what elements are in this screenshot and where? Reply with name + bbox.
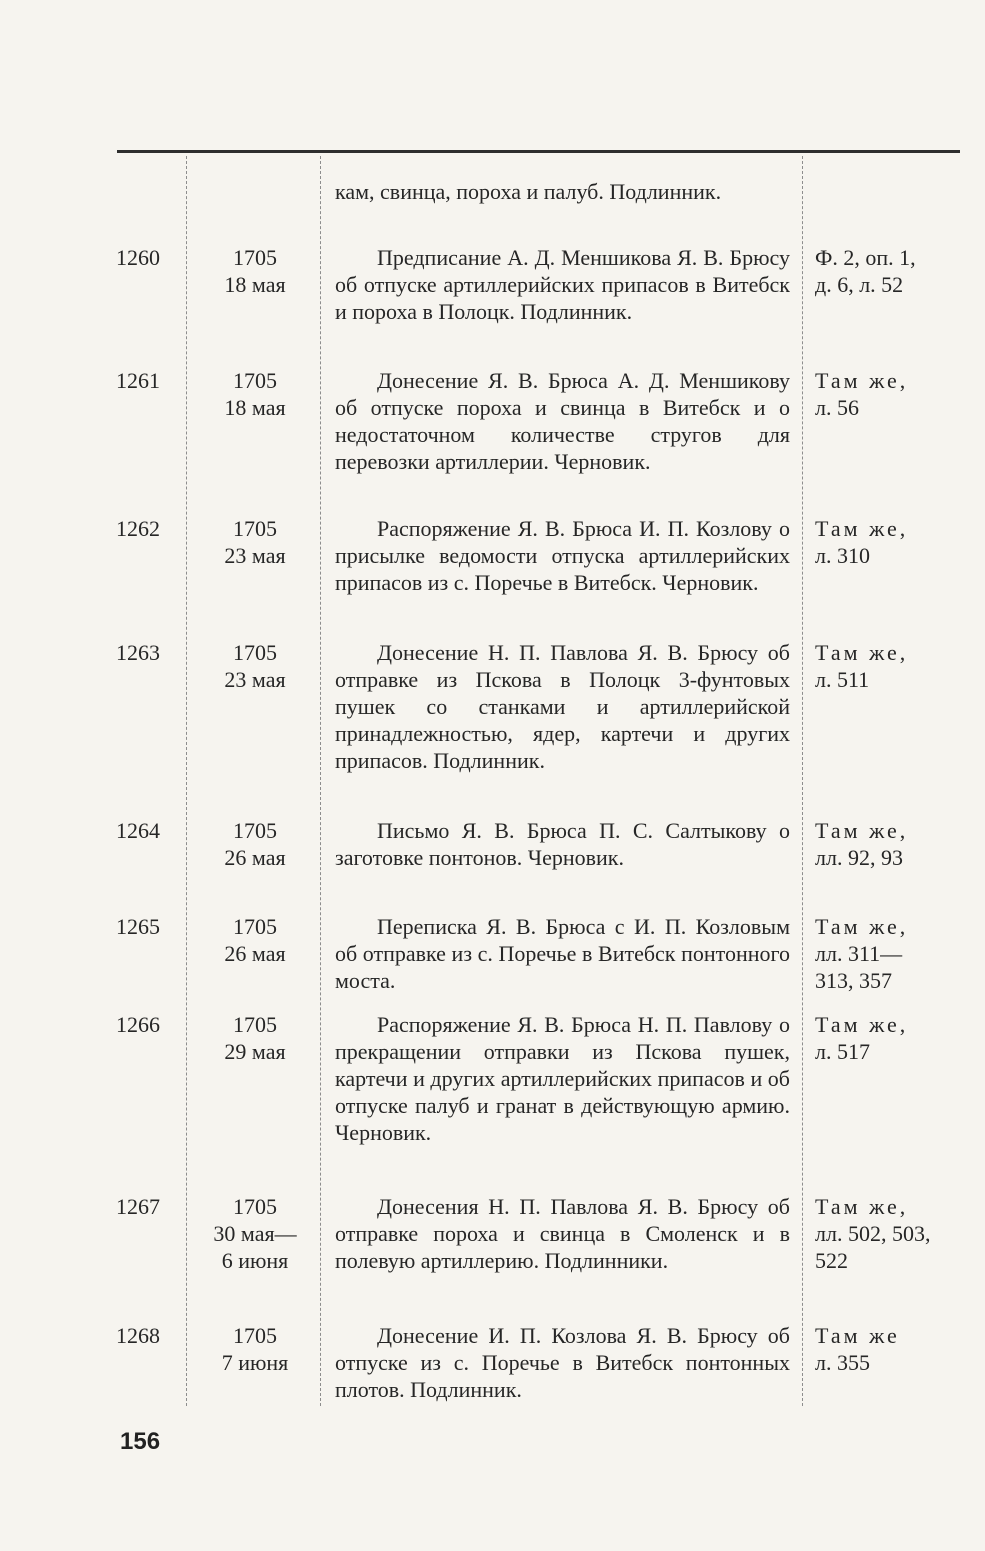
reference-line: Там же, xyxy=(815,818,909,843)
entry-description: Донесения Н. П. Павлова Я. В. Брюсу об отправке пороха и свинца в Смоленск и в полевую артиллерию. Подлинники. xyxy=(335,1194,790,1273)
column-divider-2 xyxy=(320,156,321,1406)
entry-number: 1260 xyxy=(116,245,160,270)
entry-date xyxy=(196,817,314,871)
reference-line: Там же, xyxy=(815,640,909,665)
entry-reference xyxy=(815,244,965,298)
entry-day: 18 мая xyxy=(224,272,286,297)
entry-date xyxy=(196,1322,314,1376)
entry-year: 1705 xyxy=(233,1012,277,1037)
reference-line: Там же, xyxy=(815,516,909,541)
entry-reference xyxy=(815,1322,965,1376)
entry-reference xyxy=(815,1193,965,1274)
entry-number: 1268 xyxy=(116,1323,160,1348)
entry-description: Донесение И. П. Козлова Я. В. Брюсу об отпуске из с. Поречье в Витебск понтонных плотов. Подлинник. xyxy=(335,1323,790,1402)
entry-number: 1262 xyxy=(116,516,160,541)
entry-year: 1705 xyxy=(233,245,277,270)
entry-reference xyxy=(815,1011,965,1065)
entry-day: 18 мая xyxy=(224,395,286,420)
continuation-text: кам, свинца, пороха и палуб. Подлинник. xyxy=(335,179,722,204)
entry-number: 1261 xyxy=(116,368,160,393)
entry-day: 29 мая xyxy=(224,1039,286,1064)
entry-description: Донесение Н. П. Павлова Я. В. Брюсу об отправке из Пскова в Полоцк 3-фунтовых пушек со станками и артиллерийской принадлежностью, ядер, картечи и других припасов. Подлинник. xyxy=(335,640,790,773)
entry-day-end: 6 июня xyxy=(221,1248,289,1273)
reference-line: л. 517 xyxy=(815,1039,870,1064)
entry-description: Распоряжение Я. В. Брюса И. П. Козлову о присылке ведомости отпуска артиллерийских припасов из с. Поречье в Витебск. Черновик. xyxy=(335,516,790,595)
reference-line: л. 56 xyxy=(815,395,859,420)
reference-line: л. 355 xyxy=(815,1350,870,1375)
entry-day: 23 мая xyxy=(224,667,286,692)
entry-date xyxy=(196,1011,314,1065)
reference-line: Там же, xyxy=(815,914,909,939)
entry-number: 1267 xyxy=(116,1194,160,1219)
entry-day: 26 мая xyxy=(224,941,286,966)
reference-line: лл. 311— xyxy=(815,941,903,966)
entry-reference xyxy=(815,817,965,871)
entry-year: 1705 xyxy=(233,818,277,843)
entry-description: Предписание А. Д. Меншикова Я. В. Брюсу об отпуске артиллерийских припасов в Витебск и пороха в Полоцк. Подлинник. xyxy=(335,245,790,324)
entry-year: 1705 xyxy=(233,1194,277,1219)
entry-date xyxy=(196,913,314,967)
entry-description: Распоряжение Я. В. Брюса Н. П. Павлову о прекращении отправки из Пскова пушек, картечи и других артиллерийских припасов и об отпуске палуб и гранат в действующую армию. Черновик. xyxy=(335,1012,790,1145)
reference-line: Там же, xyxy=(815,368,909,393)
entry-date xyxy=(196,1193,314,1274)
entry-number: 1266 xyxy=(116,1012,160,1037)
entry-reference xyxy=(815,913,965,994)
column-divider-1 xyxy=(186,156,187,1406)
entry-number: 1265 xyxy=(116,914,160,939)
entry-year: 1705 xyxy=(233,516,277,541)
entry-year: 1705 xyxy=(233,914,277,939)
entry-date xyxy=(196,515,314,569)
entry-number: 1263 xyxy=(116,640,160,665)
reference-line: д. 6, л. 52 xyxy=(815,272,904,297)
reference-line: Там же xyxy=(815,1323,900,1348)
entry-day: 23 мая xyxy=(224,543,286,568)
entry-description: Письмо Я. В. Брюса П. С. Салтыкову о заготовке понтонов. Черновик. xyxy=(335,818,790,870)
header-rule xyxy=(117,150,960,153)
entry-description: Донесение Я. В. Брюса А. Д. Меншикову об отпуске пороха и свинца в Витебск и о недостаточном количестве стругов для перевозки артиллерии. Черновик. xyxy=(335,368,790,474)
reference-line: л. 511 xyxy=(815,667,870,692)
entry-year: 1705 xyxy=(233,640,277,665)
entry-year: 1705 xyxy=(233,368,277,393)
reference-line: Там же, xyxy=(815,1194,909,1219)
reference-line: 522 xyxy=(815,1248,848,1273)
entry-number: 1264 xyxy=(116,818,160,843)
entry-reference xyxy=(815,367,965,421)
entry-date xyxy=(196,639,314,693)
reference-line: л. 310 xyxy=(815,543,870,568)
entry-reference xyxy=(815,639,965,693)
entry-day: 7 июня xyxy=(221,1350,289,1375)
entry-reference xyxy=(815,515,965,569)
entry-date xyxy=(196,367,314,421)
reference-line: Там же, xyxy=(815,1012,909,1037)
reference-line: Ф. 2, оп. 1, xyxy=(815,245,916,270)
entry-date xyxy=(196,244,314,298)
column-divider-3 xyxy=(802,156,803,1406)
entry-day: 26 мая xyxy=(224,845,286,870)
entry-year: 1705 xyxy=(233,1323,277,1348)
reference-line: 313, 357 xyxy=(815,968,892,993)
reference-line: лл. 502, 503, xyxy=(815,1221,931,1246)
reference-line: лл. 92, 93 xyxy=(815,845,903,870)
page-number: 156 xyxy=(120,1428,161,1455)
entry-day: 30 мая— xyxy=(213,1221,297,1246)
entry-description: Переписка Я. В. Брюса с И. П. Козловым об отправке из с. Поречье в Витебск понтонного моста. xyxy=(335,914,790,993)
